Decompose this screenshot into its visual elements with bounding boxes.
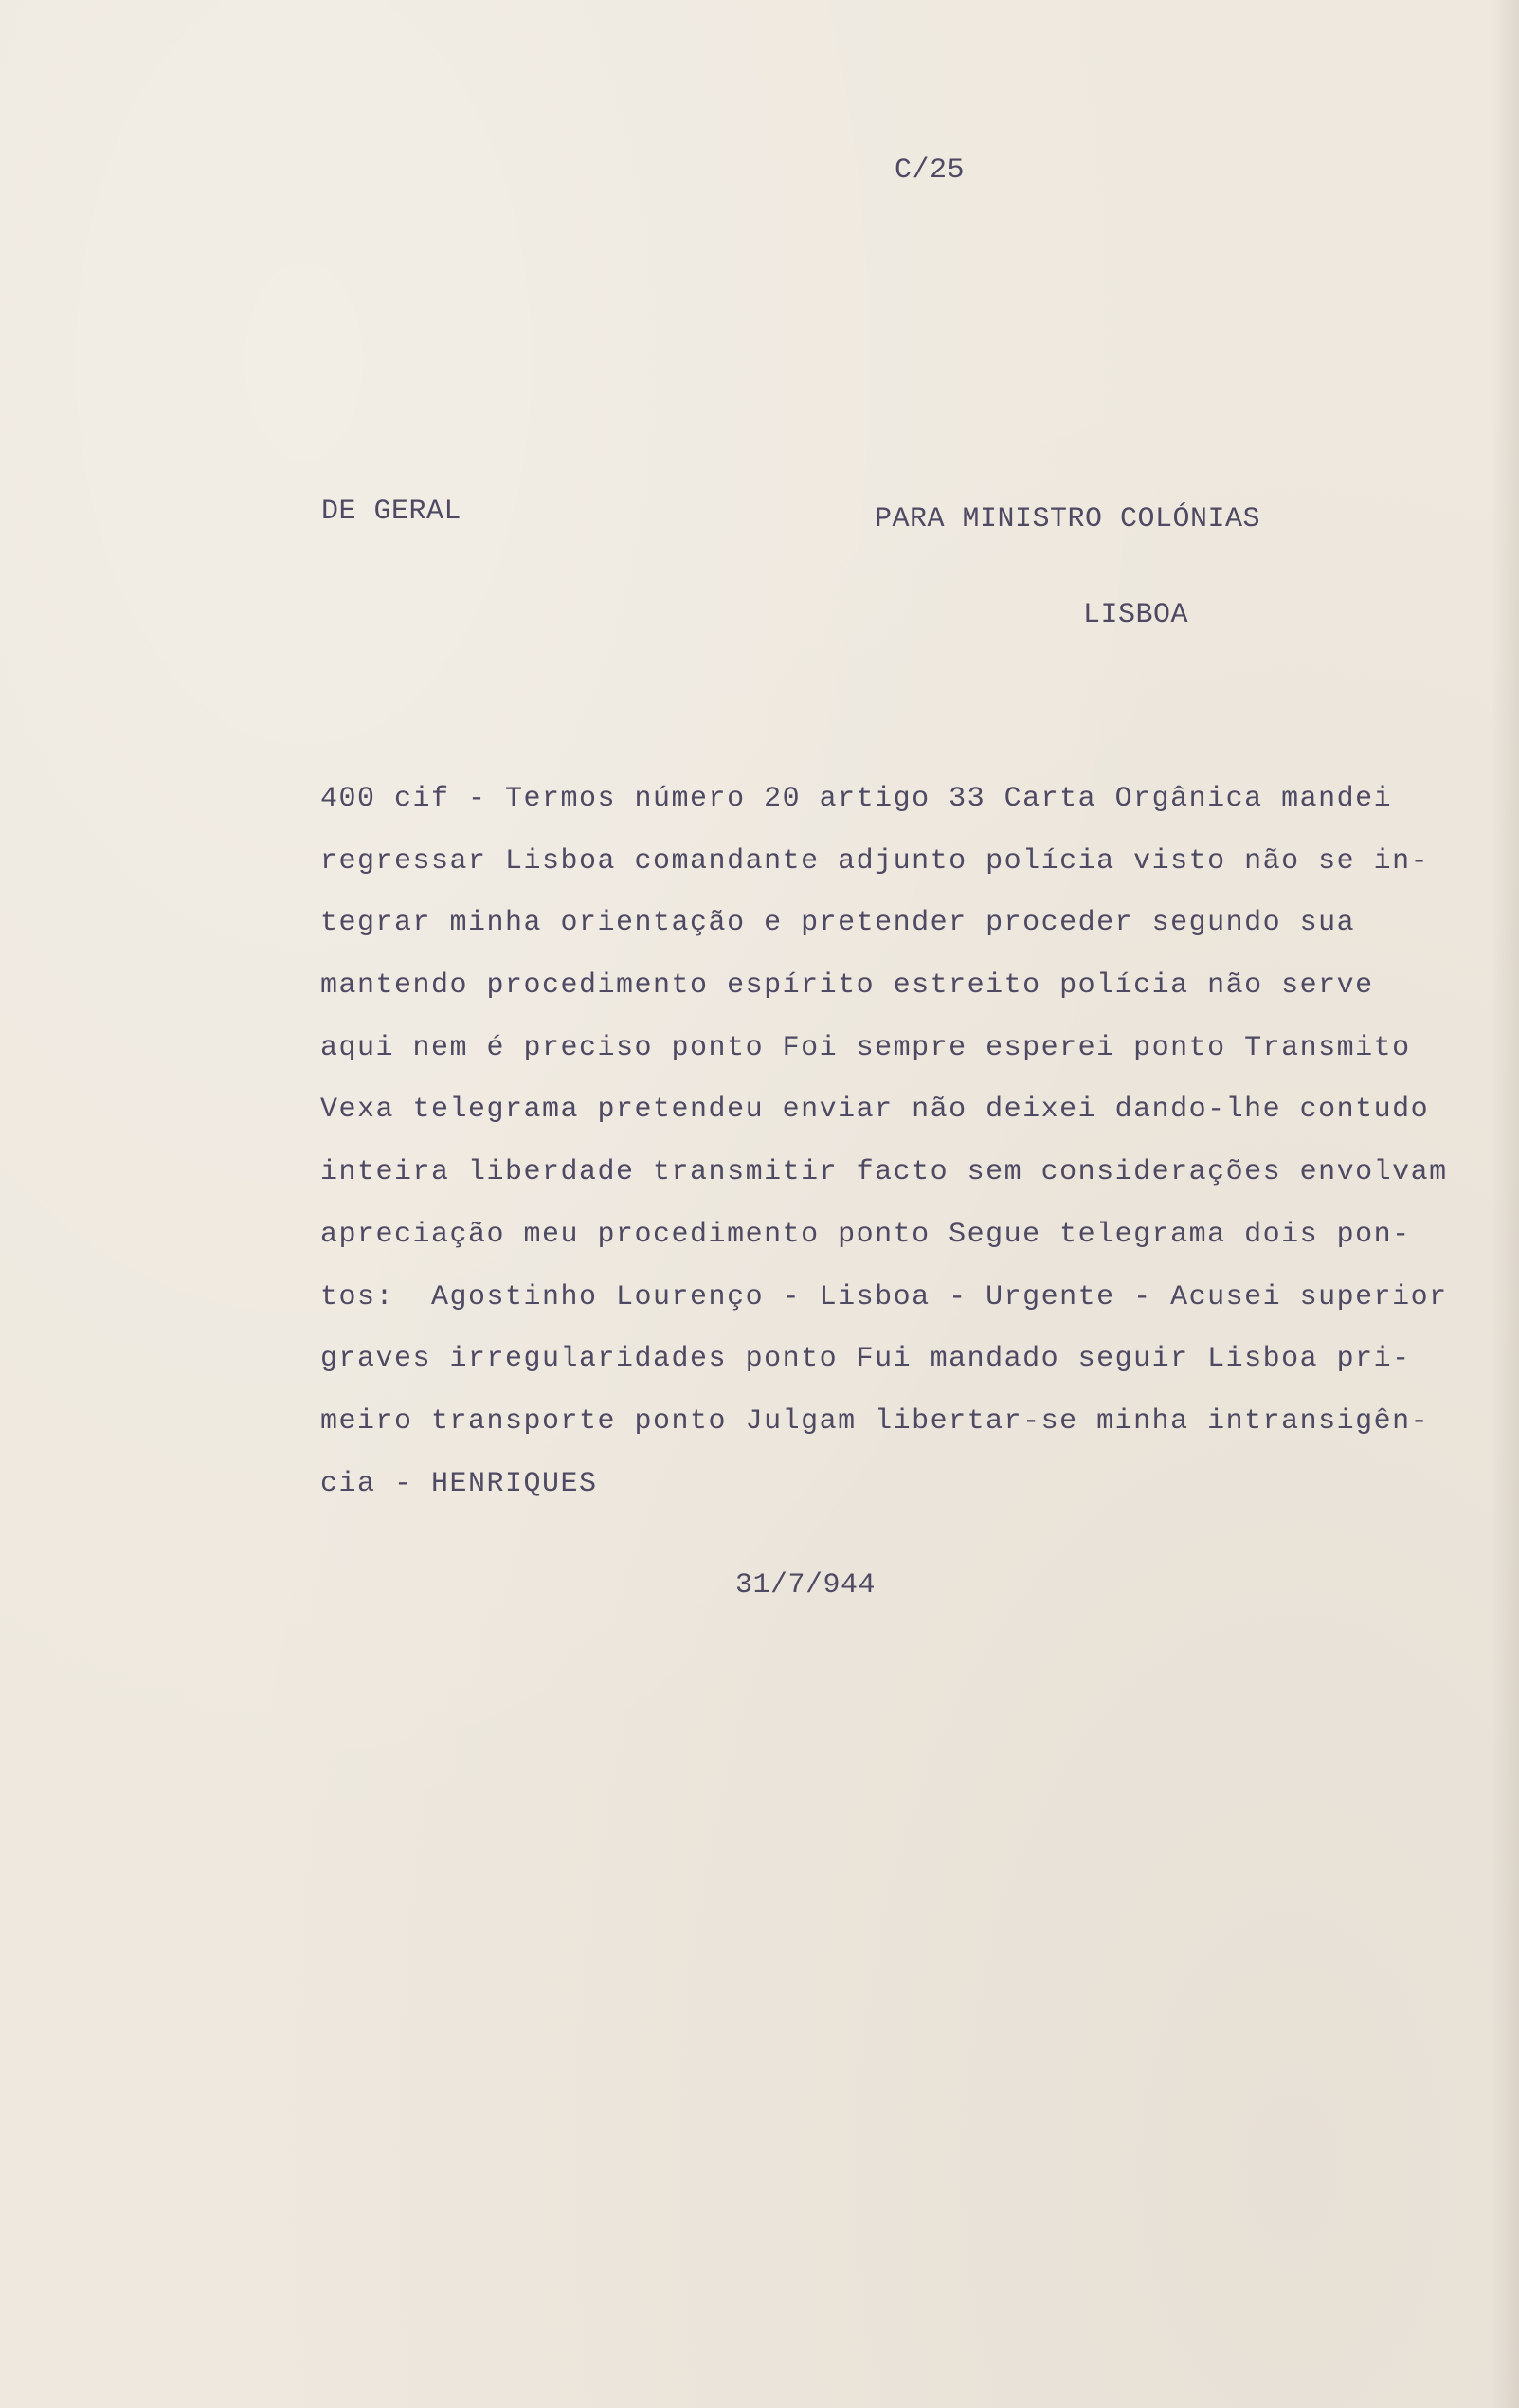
body-line: mantendo procedimento espírito estreito polícia não serve (320, 969, 1374, 1003)
body-line: graves irregularidades ponto Fui mandado seguir Lisboa pri- (320, 1343, 1411, 1376)
body-line: cia - HENRIQUES (320, 1467, 598, 1500)
document-date: 31/7/944 (735, 1569, 877, 1602)
body-line: inteira liberdade transmitir facto sem considerações envolvam (320, 1156, 1448, 1189)
body-line: Vexa telegrama pretendeu enviar não deixei dando-lhe contudo (320, 1094, 1430, 1127)
body-line: aqui nem é preciso ponto Foi sempre esperei ponto Transmito (320, 1031, 1411, 1064)
destination-city: LISBOA (1083, 599, 1189, 631)
message-body (320, 783, 1448, 1530)
recipient-line: PARA MINISTRO COLÓNIAS (875, 503, 1261, 535)
body-line: regressar Lisboa comandante adjunto polícia visto não se in- (320, 844, 1430, 878)
body-line: apreciação meu procedimento ponto Segue telegrama dois pon- (320, 1218, 1411, 1251)
sender-line: DE GERAL (321, 496, 462, 528)
body-line: meiro transporte ponto Julgam libertar-se minha intransigên- (320, 1404, 1430, 1438)
body-line: tos: Agostinho Lourenço - Lisboa - Urgente - Acusei superior (320, 1280, 1448, 1313)
paper-edge-shadow (1491, 0, 1519, 2408)
reference-number: C/25 (895, 154, 966, 187)
body-line: tegrar minha orientação e pretender proceder segundo sua (320, 907, 1356, 940)
body-line: 400 cif - Termos número 20 artigo 33 Carta Orgânica mandei (320, 783, 1393, 815)
